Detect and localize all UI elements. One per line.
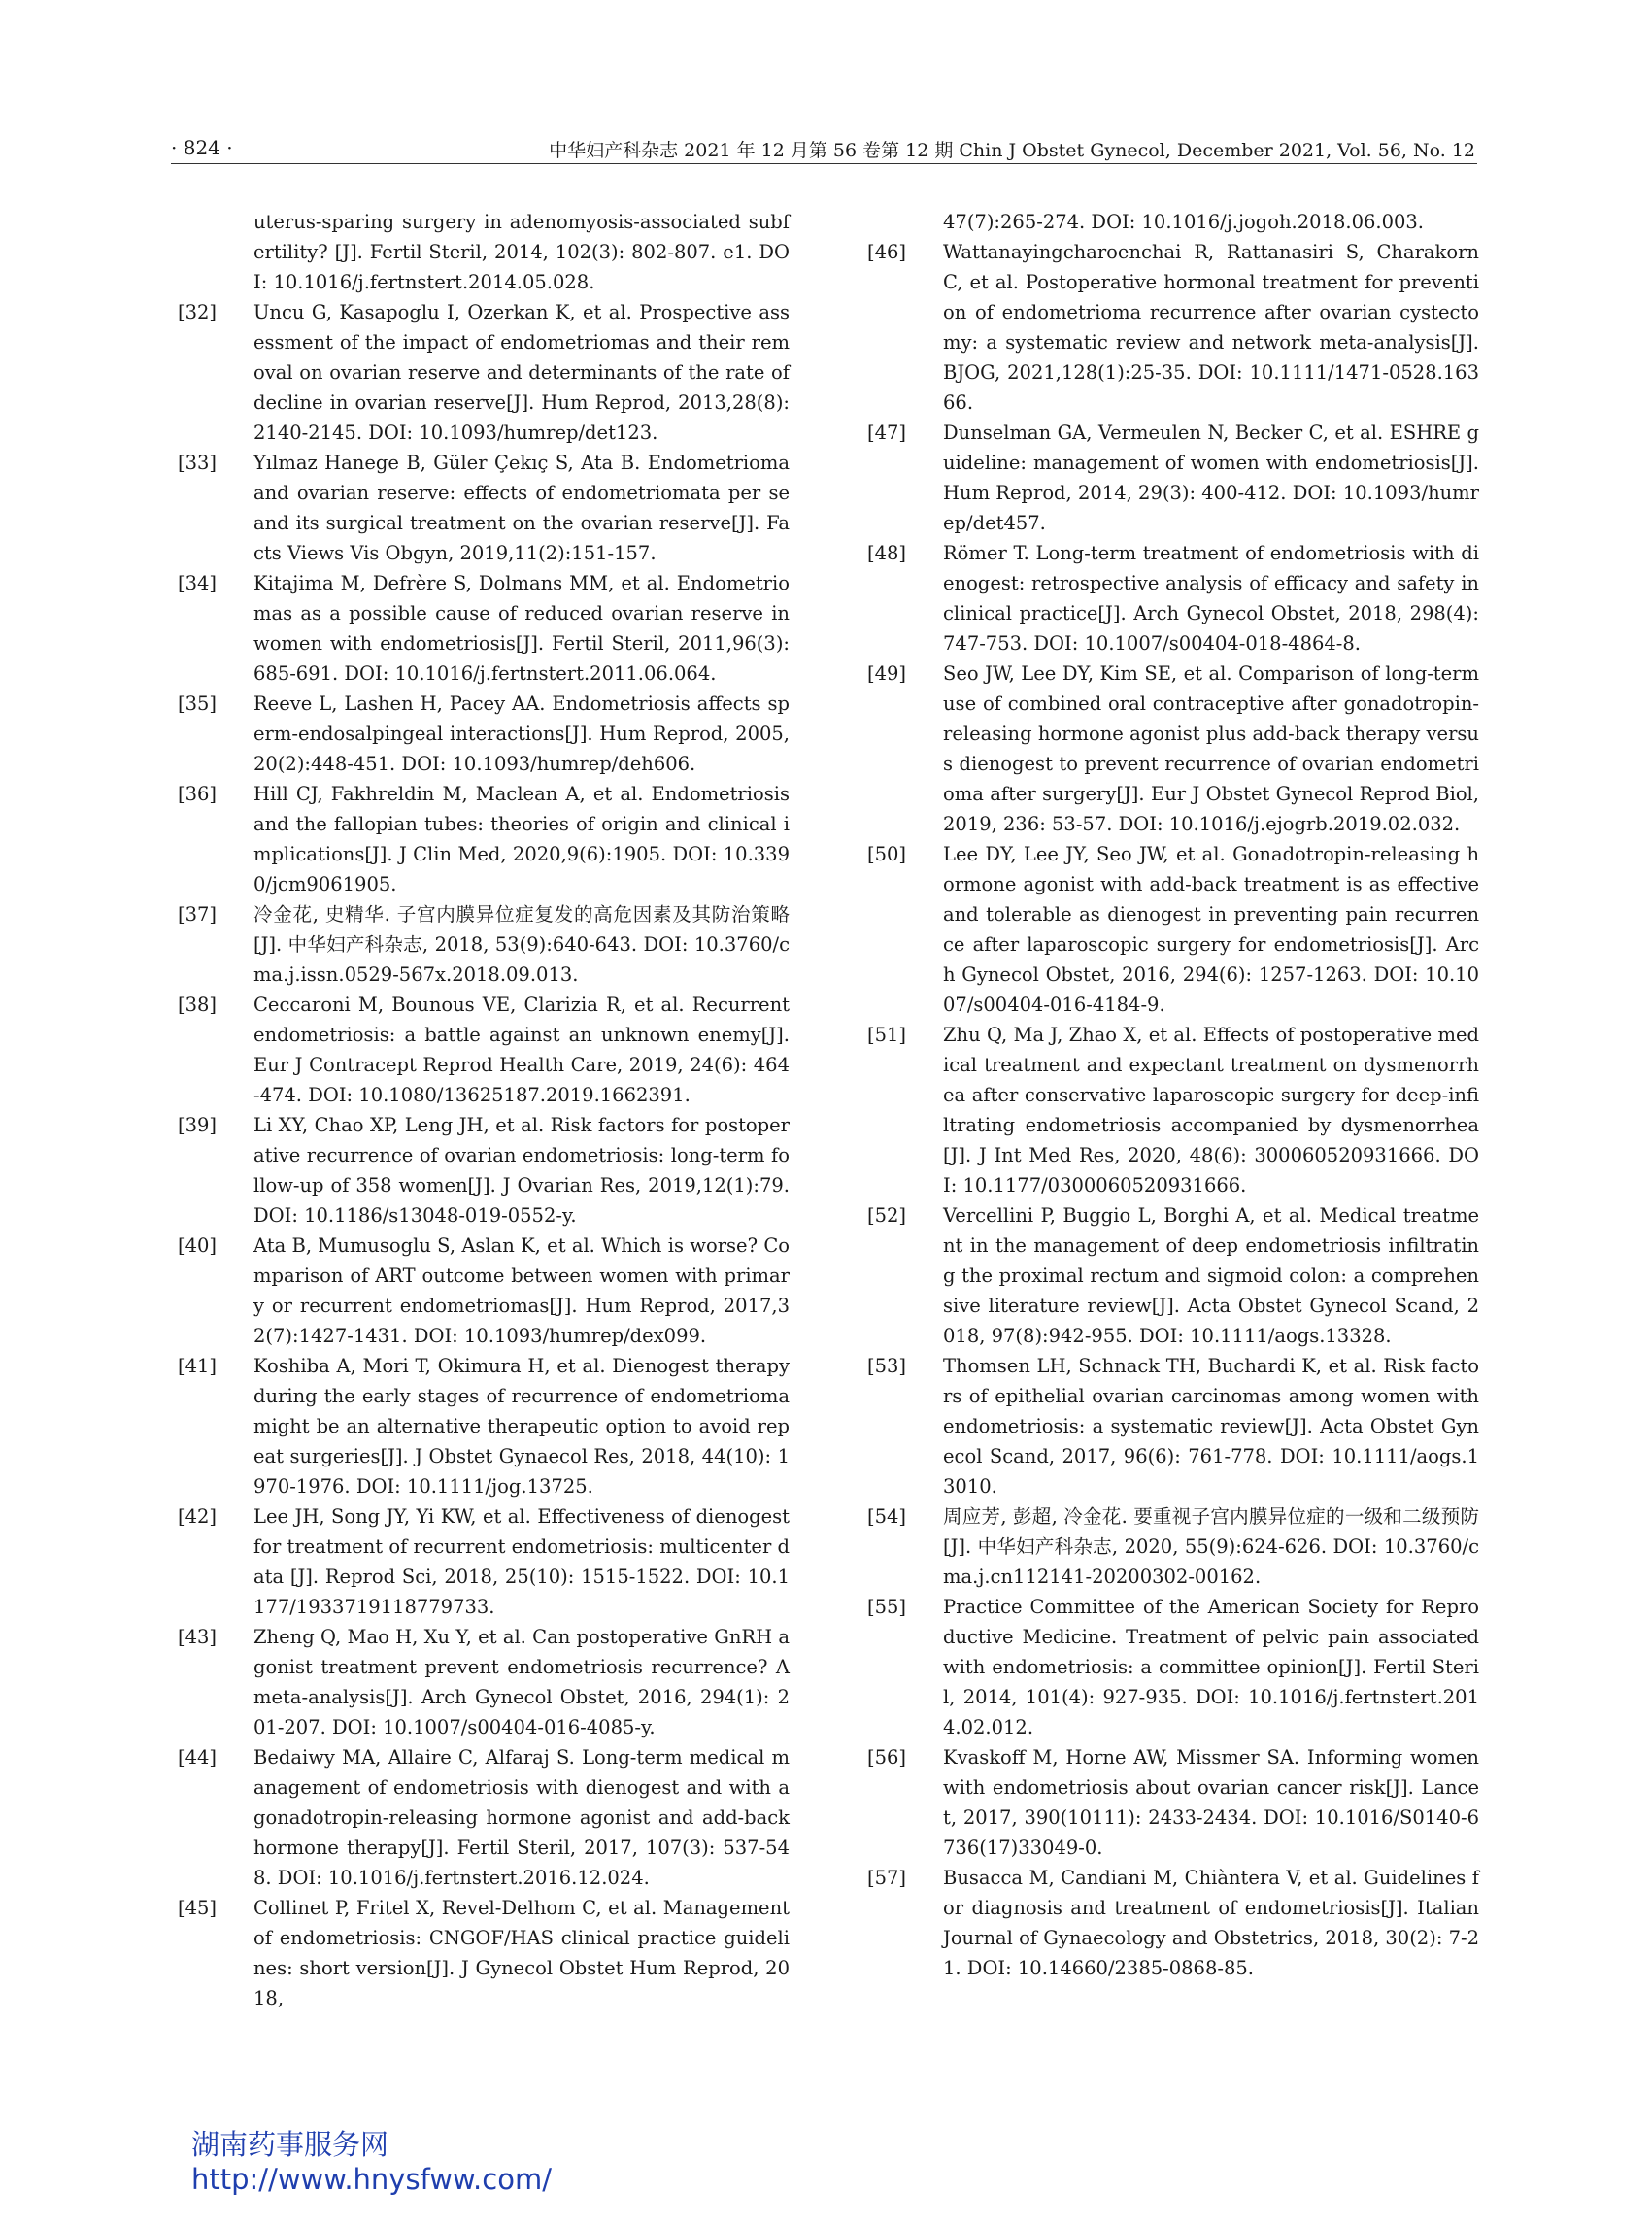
reference-number: [49] [867, 662, 907, 685]
reference-entry [178, 1622, 790, 1742]
reference-text: Kvaskoff M, Horne AW, Missmer SA. Informing women with endometriosis about ovarian cancer risk[J]. Lancet, 2017, 390(10111): 2433-2434. DOI: 10.1016/S0140-6736(17)33049-0. [943, 1746, 1479, 1859]
reference-text: Zhu Q, Ma J, Zhao X, et al. Effects of postoperative medical treatment and expectant treatment on dysmenorrhea after conservative laparoscopic surgery for deep-infiltrating endometriosis accompanied by dysmenorrhea[J]. J Int Med Res, 2020, 48(6): 300060520931666. DOI: 10.1177/0300060520931666. [943, 1024, 1479, 1197]
reference-text: Vercellini P, Buggio L, Borghi A, et al. Medical treatment in the management of deep endometriosis infiltrating the proximal rectum and sigmoid colon: a comprehensive literature review[J]. Acta Obstet Gynecol Scand, 2018, 97(8):942-955. DOI: 10.1111/aogs.13328. [943, 1204, 1479, 1347]
reference-number: [40] [178, 1234, 218, 1257]
reference-text: Li XY, Chao XP, Leng JH, et al. Risk factors for postoperative recurrence of ovarian endometriosis: long-term follow-up of 358 women[J]. J Ovarian Res, 2019,12(1):79. DOI: 10.1186/s13048-019-0552-y. [253, 1114, 790, 1227]
watermark [191, 2127, 552, 2197]
reference-number: [53] [867, 1355, 907, 1377]
reference-number: [45] [178, 1897, 218, 1919]
reference-entry [867, 1863, 1479, 1983]
reference-text: Kitajima M, Defrère S, Dolmans MM, et al. Endometriomas as a possible cause of reduced ovarian reserve in women with endometriosis[J]. Fertil Steril, 2011,96(3):685-691. DOI: 10.1016/j.fertnstert.2011.06.064. [253, 572, 790, 685]
reference-text: Hill CJ, Fakhreldin M, Maclean A, et al. Endometriosis and the fallopian tubes: theories of origin and clinical implications[J]. J Clin Med, 2020,9(6):1905. DOI: 10.3390/jcm9061905. [253, 783, 790, 895]
reference-number: [41] [178, 1355, 218, 1377]
reference-number: [56] [867, 1746, 907, 1769]
reference-number: [50] [867, 843, 907, 865]
reference-text: Koshiba A, Mori T, Okimura H, et al. Dienogest therapy during the early stages of recurrence of endometrioma might be an alternative therapeutic option to avoid repeat surgeries[J]. J Obstet Gynaecol Res, 2018, 44(10): 1970-1976. DOI: 10.1111/jog.13725. [253, 1355, 790, 1498]
reference-number: [36] [178, 783, 218, 805]
reference-text: Seo JW, Lee DY, Kim SE, et al. Comparison of long-term use of combined oral contraceptive after gonadotropin-releasing hormone agonist plus add-back therapy versus dienogest to prevent recurrence of ovarian endometrioma after surgery[J]. Eur J Obstet Gynecol Reprod Biol, 2019, 236: 53-57. DOI: 10.1016/j.ejogrb.2019.02.032. [943, 662, 1479, 835]
reference-entry [867, 1200, 1479, 1351]
reference-text: Bedaiwy MA, Allaire C, Alfaraj S. Long-term medical management of endometriosis with dienogest and with a gonadotropin-releasing hormone agonist and add-back hormone therapy[J]. Fertil Steril, 2017, 107(3): 537-548. DOI: 10.1016/j.fertnstert.2016.12.024. [253, 1746, 790, 1889]
reference-entry [178, 1501, 790, 1622]
reference-text: Römer T. Long-term treatment of endometriosis with dienogest: retrospective analysis of efficacy and safety in clinical practice[J]. Arch Gynecol Obstet, 2018, 298(4): 747-753. DOI: 10.1007/s00404-018-4864-8. [943, 542, 1479, 655]
reference-continuation [178, 207, 790, 297]
reference-entry [867, 1020, 1479, 1200]
running-head: 中华妇产科杂志 2021 年 12 月第 56 卷第 12 期 Chin J Obstet Gynecol, December 2021, Vol. 56, No. 12 [549, 140, 1475, 161]
reference-entry [178, 689, 790, 779]
reference-text: Yılmaz Hanege B, Güler Çekıç S, Ata B. Endometrioma and ovarian reserve: effects of endometriomata per se and its surgical treatment on the ovarian reserve[J]. Facts Views Vis Obgyn, 2019,11(2):151-157. [253, 452, 790, 564]
reference-entry [867, 1351, 1479, 1501]
reference-number: [47] [867, 421, 907, 444]
reference-number: [35] [178, 692, 218, 715]
reference-entry [867, 1501, 1479, 1592]
reference-number: [43] [178, 1626, 218, 1648]
reference-entry [867, 418, 1479, 538]
reference-number: [33] [178, 452, 218, 474]
right-reference-column [867, 207, 1479, 1983]
reference-entry [178, 779, 790, 899]
left-reference-column [178, 207, 790, 2013]
reference-text: Busacca M, Candiani M, Chiàntera V, et al. Guidelines for diagnosis and treatment of endometriosis[J]. Italian Journal of Gynaecology and Obstetrics, 2018, 30(2): 7-21. DOI: 10.14660/2385-0868-85. [943, 1867, 1479, 1979]
reference-text: 47(7):265-274. DOI: 10.1016/j.jogoh.2018.06.003. [943, 211, 1424, 233]
reference-text: Dunselman GA, Vermeulen N, Becker C, et al. ESHRE guideline: management of women with endometriosis[J]. Hum Reprod, 2014, 29(3): 400-412. DOI: 10.1093/humrep/det457. [943, 421, 1479, 534]
reference-entry [867, 658, 1479, 839]
reference-entry [867, 1742, 1479, 1863]
watermark-url[interactable]: http://www.hnysfww.com/ [191, 2163, 552, 2196]
reference-number: [42] [178, 1505, 218, 1528]
reference-number: [54] [867, 1505, 907, 1528]
reference-entry [178, 448, 790, 568]
reference-text: uterus-sparing surgery in adenomyosis-associated subfertility? [J]. Fertil Steril, 2014, 102(3): 802-807. e1. DOI: 10.1016/j.fertnstert.2014.05.028. [253, 211, 790, 293]
reference-text: Collinet P, Fritel X, Revel-Delhom C, et al. Management of endometriosis: CNGOF/HAS clinical practice guidelines: short version[J]. J Gynecol Obstet Hum Reprod, 2018, [253, 1897, 790, 2009]
page-header [171, 130, 1477, 164]
reference-entry [178, 297, 790, 448]
reference-text: Ceccaroni M, Bounous VE, Clarizia R, et al. Recurrent endometriosis: a battle against an unknown enemy[J]. Eur J Contracept Reprod Health Care, 2019, 24(6): 464-474. DOI: 10.1080/13625187.2019.1662391. [253, 994, 790, 1106]
reference-number: [51] [867, 1024, 907, 1046]
reference-entry [178, 990, 790, 1110]
reference-number: [38] [178, 994, 218, 1016]
reference-entry [867, 839, 1479, 1020]
reference-text: Uncu G, Kasapoglu I, Ozerkan K, et al. Prospective assessment of the impact of endometriomas and their removal on ovarian reserve and determinants of the rate of decline in ovarian reserve[J]. Hum Reprod, 2013,28(8): 2140-2145. DOI: 10.1093/humrep/det123. [253, 301, 790, 444]
reference-number: [44] [178, 1746, 218, 1769]
reference-text: Lee DY, Lee JY, Seo JW, et al. Gonadotropin-releasing hormone agonist with add-back treatment is as effective and tolerable as dienogest in preventing pain recurrence after laparoscopic surgery for endometriosis[J]. Arch Gynecol Obstet, 2016, 294(6): 1257-1263. DOI: 10.1007/s00404-016-4184-9. [943, 843, 1479, 1016]
reference-text: Reeve L, Lashen H, Pacey AA. Endometriosis affects sperm-endosalpingeal interactions[J]. Hum Reprod, 2005, 20(2):448-451. DOI: 10.1093/humrep/deh606. [253, 692, 790, 775]
reference-number: [57] [867, 1867, 907, 1889]
reference-entry [178, 568, 790, 689]
reference-entry [178, 1742, 790, 1893]
reference-entry [867, 538, 1479, 658]
reference-entry [178, 1230, 790, 1351]
reference-text: Lee JH, Song JY, Yi KW, et al. Effectiveness of dienogest for treatment of recurrent endometriosis: multicenter data [J]. Reprod Sci, 2018, 25(10): 1515-1522. DOI: 10.1177/1933719118779733. [253, 1505, 790, 1618]
reference-number: [39] [178, 1114, 218, 1136]
reference-entry [178, 1893, 790, 2013]
reference-entry [867, 1592, 1479, 1742]
reference-number: [37] [178, 903, 218, 926]
reference-entry [178, 1110, 790, 1230]
reference-entry [178, 899, 790, 990]
page-number: · 824 · [171, 136, 233, 159]
reference-text: Wattanayingcharoenchai R, Rattanasiri S, Charakorn C, et al. Postoperative hormonal treatment for prevention of endometrioma recurrence after ovarian cystectomy: a systematic review and network meta-analysis[J]. BJOG, 2021,128(1):25-35. DOI: 10.1111/1471-0528.16366. [943, 241, 1479, 414]
reference-entry [178, 1351, 790, 1501]
reference-text: Thomsen LH, Schnack TH, Buchardi K, et al. Risk factors of epithelial ovarian carcinomas among women with endometriosis: a systematic review[J]. Acta Obstet Gynecol Scand, 2017, 96(6): 761-778. DOI: 10.1111/aogs.13010. [943, 1355, 1479, 1498]
reference-text: 冷金花, 史精华. 子宫内膜异位症复发的高危因素及其防治策略 [J]. 中华妇产科杂志, 2018, 53(9):640-643. DOI: 10.3760/cma.j.issn.0529-567x.2018.09.013. [253, 903, 790, 986]
reference-continuation [867, 207, 1479, 237]
reference-text: Ata B, Mumusoglu S, Aslan K, et al. Which is worse? Comparison of ART outcome between women with primary or recurrent endometriomas[J]. Hum Reprod, 2017,32(7):1427-1431. DOI: 10.1093/humrep/dex099. [253, 1234, 790, 1347]
watermark-site-name: 湖南药事服务网 [191, 2128, 389, 2161]
reference-entry [867, 237, 1479, 418]
reference-text: Practice Committee of the American Society for Reproductive Medicine. Treatment of pelvic pain associated with endometriosis: a committee opinion[J]. Fertil Steril, 2014, 101(4): 927-935. DOI: 10.1016/j.fertnstert.2014.02.012. [943, 1596, 1479, 1738]
reference-text: 周应芳, 彭超, 冷金花. 要重视子宫内膜异位症的一级和二级预防[J]. 中华妇产科杂志, 2020, 55(9):624-626. DOI: 10.3760/cma.j.cn112141-20200302-00162. [943, 1505, 1479, 1588]
reference-number: [52] [867, 1204, 907, 1227]
reference-number: [55] [867, 1596, 907, 1618]
reference-number: [34] [178, 572, 218, 594]
reference-number: [46] [867, 241, 907, 263]
reference-number: [48] [867, 542, 907, 564]
reference-text: Zheng Q, Mao H, Xu Y, et al. Can postoperative GnRH agonist treatment prevent endometriosis recurrence? A meta-analysis[J]. Arch Gynecol Obstet, 2016, 294(1): 201-207. DOI: 10.1007/s00404-016-4085-y. [253, 1626, 790, 1738]
reference-number: [32] [178, 301, 218, 323]
